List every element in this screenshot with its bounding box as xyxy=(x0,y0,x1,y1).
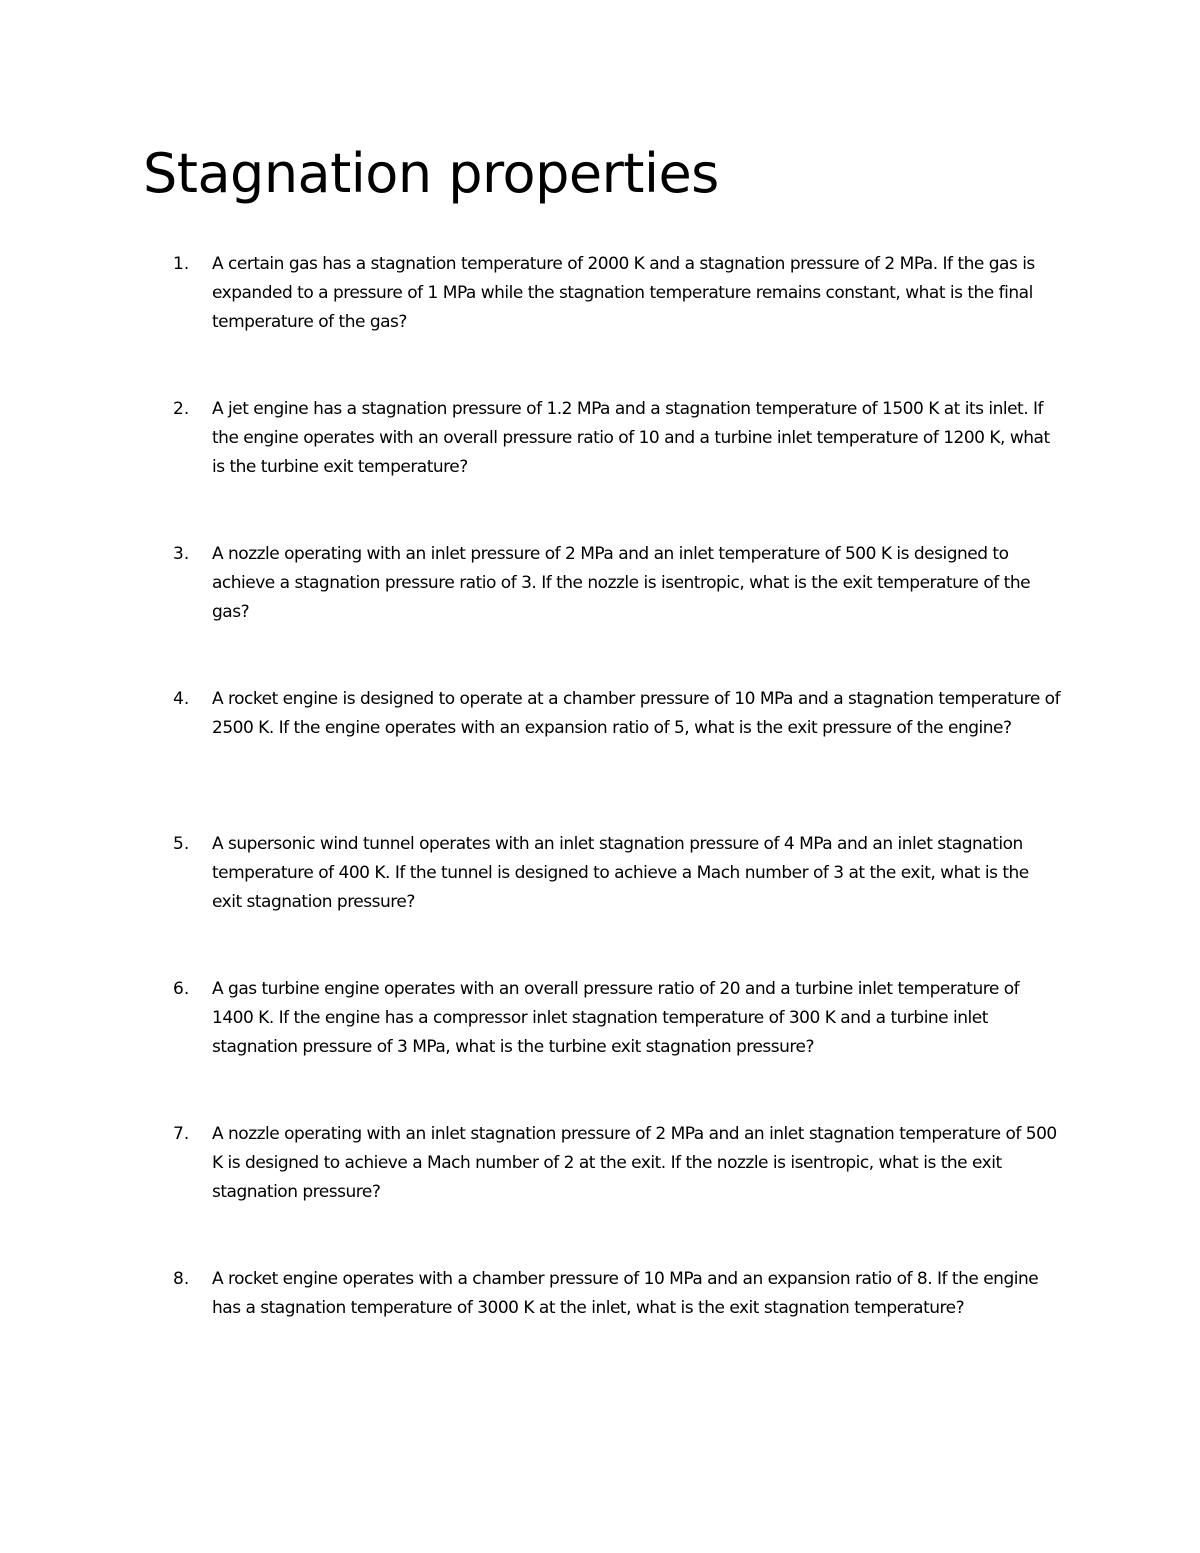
question-number: 2. xyxy=(173,399,190,419)
question-number: 4. xyxy=(173,689,190,709)
question-number: 6. xyxy=(173,979,190,999)
question-number: 5. xyxy=(173,834,190,854)
question-text: A nozzle operating with an inlet stagnation pressure of 2 MPa and an inlet stagnation temperature of 500 K is designed to achieve a Mach number of 2 at the exit. If the nozzle is isentropic, what is the exit stagnation pressure? xyxy=(212,1124,1057,1202)
question-number: 7. xyxy=(173,1124,190,1144)
question-text: A supersonic wind tunnel operates with an inlet stagnation pressure of 4 MPa and an inlet stagnation temperature of 400 K. If the tunnel is designed to achieve a Mach number of 3 at the exit, what is the exit stagnation pressure? xyxy=(212,834,1029,912)
question-number: 8. xyxy=(173,1269,190,1289)
question-text: A rocket engine is designed to operate at a chamber pressure of 10 MPa and a stagnation temperature of 2500 K. If the engine operates with an expansion ratio of 5, what is the exit pressure of the engine? xyxy=(212,689,1061,738)
question-text: A nozzle operating with an inlet pressure of 2 MPa and an inlet temperature of 500 K is designed to achieve a stagnation pressure ratio of 3. If the nozzle is isentropic, what is the exit temperature of the gas? xyxy=(212,544,1031,622)
question-number: 3. xyxy=(173,544,190,564)
question-text: A rocket engine operates with a chamber pressure of 10 MPa and an expansion ratio of 8. If the engine has a stagnation temperature of 3000 K at the inlet, what is the exit stagnation temperature? xyxy=(212,1269,1039,1318)
question-text: A gas turbine engine operates with an overall pressure ratio of 20 and a turbine inlet temperature of 1400 K. If the engine has a compressor inlet stagnation temperature of 300 K and a turbine inlet stagnation pressure of 3 MPa, what is the turbine exit stagnation pressure? xyxy=(212,979,1020,1057)
question-number: 1. xyxy=(173,254,190,274)
question-text: A certain gas has a stagnation temperature of 2000 K and a stagnation pressure of 2 MPa. If the gas is expanded to a pressure of 1 MPa while the stagnation temperature remains constant, what is the final temperature of the gas? xyxy=(212,254,1035,332)
document-title: Stagnation properties xyxy=(143,142,719,205)
question-text: A jet engine has a stagnation pressure of 1.2 MPa and a stagnation temperature of 1500 K at its inlet. If the engine operates with an overall pressure ratio of 10 and a turbine inlet temperature of 1200 K, what is the turbine exit temperature? xyxy=(212,399,1050,477)
